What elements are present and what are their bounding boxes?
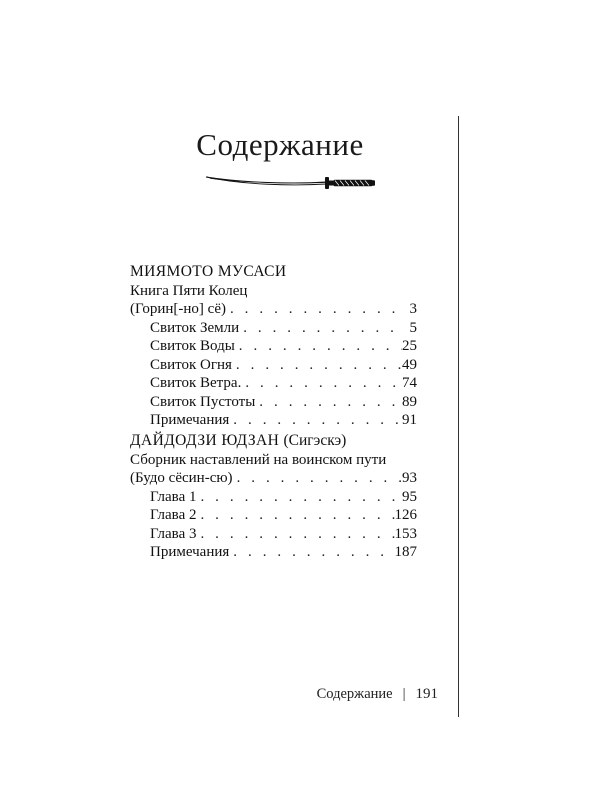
toc-entry-label: Свиток Земли xyxy=(150,319,240,336)
footer-separator: | xyxy=(402,686,406,702)
dot-leader xyxy=(239,319,403,338)
toc-entry-label: Примечания xyxy=(150,544,230,560)
toc-entry-page: 3 xyxy=(409,301,417,317)
toc-entry-page: 187 xyxy=(394,544,417,560)
toc-entry-page: 126 xyxy=(394,507,417,523)
toc-entry[interactable] xyxy=(130,393,417,412)
running-title: Содержание xyxy=(316,686,393,702)
toc-entry-page: 153 xyxy=(394,525,417,542)
toc-entry-page: 93 xyxy=(402,470,417,486)
toc-entry[interactable] xyxy=(130,356,417,375)
toc-entry-label: Свиток Огня xyxy=(150,356,232,373)
dot-leader xyxy=(233,469,402,488)
toc-entry-page: 74 xyxy=(402,375,417,391)
dot-leader xyxy=(229,411,402,430)
toc-section-daidoji xyxy=(130,432,417,562)
dot-leader xyxy=(229,543,394,562)
page-footer xyxy=(270,686,438,703)
toc-entry-label: Свиток Пустоты xyxy=(150,393,256,410)
toc-entry-page: 49 xyxy=(402,356,417,373)
dot-leader xyxy=(255,393,402,412)
toc-entry[interactable] xyxy=(130,337,417,356)
toc-entry[interactable] xyxy=(130,506,417,525)
toc-entry-label: Свиток Воды xyxy=(150,338,235,354)
toc-entry-page: 91 xyxy=(402,412,417,428)
section-author-note: (Сигэскэ) xyxy=(283,432,347,449)
toc-entry[interactable] xyxy=(130,319,417,338)
katana-ornament xyxy=(204,173,376,193)
dot-leader xyxy=(241,374,402,393)
toc-entry-label: Свиток Ветра. xyxy=(150,375,242,391)
toc-entry-work[interactable] xyxy=(130,469,417,488)
work-title: Сборник наставлений на воинском пути xyxy=(130,451,387,468)
dot-leader xyxy=(232,356,402,375)
toc-entry-label: (Горин[-но] сё) xyxy=(130,301,226,317)
toc-entry-label: (Будо сёсин-сю) xyxy=(130,470,233,486)
dot-leader xyxy=(196,488,402,507)
toc-entry-page: 89 xyxy=(402,393,417,410)
toc-entry[interactable] xyxy=(130,488,417,507)
page-number: 191 xyxy=(415,686,438,702)
dot-leader xyxy=(196,506,394,525)
dot-leader xyxy=(226,300,403,319)
toc-entry[interactable] xyxy=(130,374,417,393)
work-title: Книга Пяти Колец xyxy=(130,282,248,299)
toc-entry-label: Примечания xyxy=(150,412,230,428)
toc-entry[interactable] xyxy=(130,525,417,544)
toc-entry-label: Глава 3 xyxy=(150,525,197,542)
dot-leader xyxy=(196,525,394,544)
toc-entry-page: 25 xyxy=(402,338,417,354)
toc-entry-page: 5 xyxy=(409,319,417,336)
section-author: ДАЙДОДЗИ ЮДЗАН (Сигэскэ) xyxy=(130,432,347,449)
section-author: МИЯМОТО МУСАСИ xyxy=(130,263,287,280)
dot-leader xyxy=(235,337,402,356)
toc-section-musashi xyxy=(130,263,417,430)
vertical-rule xyxy=(458,116,459,717)
toc-entry[interactable] xyxy=(130,411,417,430)
toc-entry[interactable] xyxy=(130,543,417,562)
toc-entry-label: Глава 2 xyxy=(150,507,197,523)
toc-entry-label: Глава 1 xyxy=(150,488,197,505)
toc-entry-work[interactable] xyxy=(130,300,417,319)
page-title: Содержание xyxy=(196,126,364,162)
toc-entry-page: 95 xyxy=(402,488,417,505)
